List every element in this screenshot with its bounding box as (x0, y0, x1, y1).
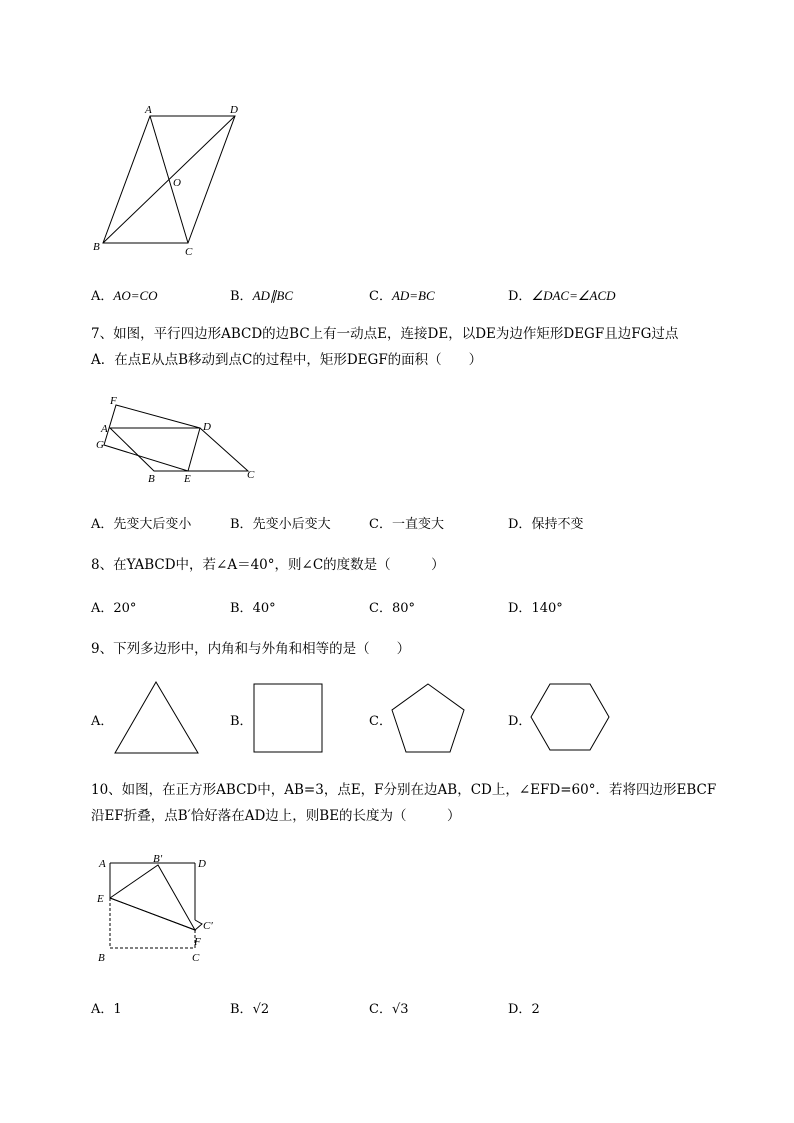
q10-square-fold-figure (90, 850, 225, 968)
q10-option-a[interactable]: A．1 (91, 1002, 122, 1017)
q9-option-b[interactable]: B． (230, 714, 253, 729)
pentagon-shape (388, 681, 468, 757)
label-c-prime: C′ (203, 920, 213, 932)
hexagon-shape (528, 681, 612, 755)
folded-corner (195, 920, 202, 930)
q8-option-b[interactable]: B．40° (230, 601, 276, 616)
q10-option-c[interactable]: C．√3 (369, 1002, 409, 1017)
q6-option-a[interactable]: A．AO=CO (91, 288, 158, 304)
q7-option-d[interactable]: D．保持不变 (508, 517, 584, 532)
label-g: G (96, 439, 104, 451)
label-b: B (148, 473, 155, 485)
q7-rectangle-parallelogram-figure (90, 392, 265, 487)
q6-option-c[interactable]: C．AD=BC (369, 288, 435, 304)
q7-stem-line-1: 7、如图，平行四边形ABCD的边BC上有一动点E，连接DE，以DE为边作矩形DEGF且边FG过点 (91, 326, 679, 342)
diagonal-bd (103, 116, 235, 243)
q8-option-a[interactable]: A．20° (91, 601, 137, 616)
q7-option-b[interactable]: B．先变小后变大 (230, 517, 331, 532)
triangle-shape (112, 680, 202, 756)
q9-option-a[interactable]: A． (91, 714, 114, 729)
label-f: F (194, 936, 201, 948)
label-b: B (93, 241, 100, 253)
label-c: C (192, 952, 200, 964)
label-o: O (173, 177, 181, 189)
q6-parallelogram-figure (85, 98, 255, 263)
fold-line-ef (110, 898, 195, 930)
q9-stem: 9、下列多边形中，内角和与外角和相等的是（ ） (91, 641, 411, 657)
label-c: C (185, 246, 193, 258)
q7-option-c[interactable]: C．一直变大 (369, 517, 444, 532)
label-d: D (203, 421, 211, 433)
q10-stem-line-1: 10、如图，在正方形ABCD中，AB=3，点E，F分别在边AB，CD上，∠EFD=60°．若将四边形EBCF (91, 782, 717, 798)
rectangle-degf (104, 405, 200, 471)
label-c: C (247, 469, 255, 481)
q8-option-d[interactable]: D．140° (508, 601, 563, 616)
label-e: E (97, 893, 104, 905)
q8-stem: 8、在YABCD中，若∠A＝40°，则∠C的度数是（ ） (91, 557, 445, 573)
label-d: D (230, 104, 238, 116)
square-shape (252, 682, 326, 756)
label-d: D (198, 858, 206, 870)
label-e: E (184, 473, 191, 485)
q6-option-b[interactable]: B．AD∥BC (230, 288, 294, 304)
q9-option-c[interactable]: C． (369, 714, 392, 729)
label-b: B (98, 952, 105, 964)
label-b-prime: B′ (153, 853, 163, 865)
q8-option-c[interactable]: C．80° (369, 601, 415, 616)
q10-option-d[interactable]: D．2 (508, 1002, 540, 1017)
label-a: A (99, 858, 106, 870)
parallelogram-abcd (110, 428, 248, 471)
q10-option-b[interactable]: B．√2 (230, 1002, 270, 1017)
label-a: A (101, 423, 108, 435)
label-f: F (110, 395, 117, 407)
folded-triangle (110, 865, 195, 930)
label-a: A (145, 104, 152, 116)
q6-option-d[interactable]: D．∠DAC=∠ACD (508, 288, 616, 304)
q10-stem-line-2: 沿EF折叠，点B′恰好落在AD边上，则BE的长度为（ ） (91, 808, 461, 824)
q7-option-a[interactable]: A．先变大后变小 (91, 517, 192, 532)
q7-stem-line-2: A．在点E从点B移动到点C的过程中，矩形DEGF的面积（ ） (91, 352, 483, 368)
q9-option-d[interactable]: D． (508, 714, 532, 729)
